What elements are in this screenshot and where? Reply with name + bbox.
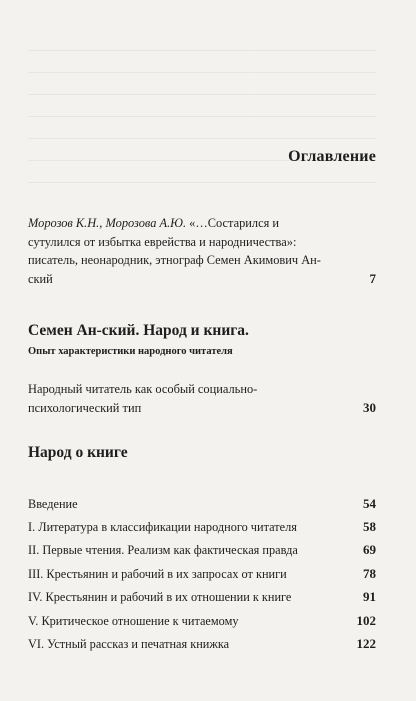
chapter-title: II. Первые чтения. Реализм как фактическая правда — [28, 543, 298, 557]
chapter-title: I. Литература в классификации народного читателя — [28, 520, 297, 534]
chapter-title: VI. Устный рассказ и печатная книжка — [28, 637, 230, 651]
chapter-title: V. Критическое отношение к читаемому — [28, 614, 239, 628]
toc-chapter[interactable] — [28, 542, 376, 558]
page-number: 54 — [363, 496, 376, 511]
bleed-through-text — [28, 40, 376, 190]
toc-chapter[interactable] — [28, 613, 376, 629]
toc-entry-text — [28, 214, 376, 288]
part2-title: Народ о книге — [28, 444, 128, 461]
toc-entry-part1[interactable] — [28, 380, 376, 417]
chapter-title: Введение — [28, 497, 78, 511]
page-number: 78 — [363, 566, 376, 581]
page-number: 7 — [369, 270, 376, 286]
toc-entry-text: Народный читатель как особый социально-психологический тип — [28, 382, 258, 415]
chapter-title: IV. Крестьянин и рабочий в их отношении к книге — [28, 590, 292, 604]
toc-chapter[interactable] — [28, 496, 376, 512]
page-number: 58 — [363, 519, 376, 534]
chapter-title: III. Крестьянин и рабочий в их запросах от книги — [28, 567, 287, 581]
entry-authors: Морозов К.Н., Морозова А.Ю. — [28, 216, 187, 230]
toc-chapter[interactable] — [28, 566, 376, 582]
toc-chapter[interactable] — [28, 519, 376, 535]
page-number: 102 — [356, 613, 376, 628]
page-number: 122 — [356, 636, 376, 651]
part1-subtitle: Опыт характеристики народного читателя — [28, 346, 233, 357]
page-number: 91 — [363, 589, 376, 604]
toc-entry-intro[interactable] — [28, 214, 376, 288]
page-number: 69 — [363, 542, 376, 557]
part1-title: Семен Ан-ский. Народ и книга. — [28, 322, 249, 339]
toc-chapter[interactable] — [28, 636, 376, 652]
entry-title: «…Состарился и сутулился от избытка еврейства и народничества»: писатель, неонародник, этнограф Семен Акимович Ан-ский — [28, 216, 321, 286]
toc-heading: Оглавление — [288, 148, 376, 165]
toc-chapter[interactable] — [28, 589, 376, 605]
page-number: 30 — [363, 399, 376, 415]
